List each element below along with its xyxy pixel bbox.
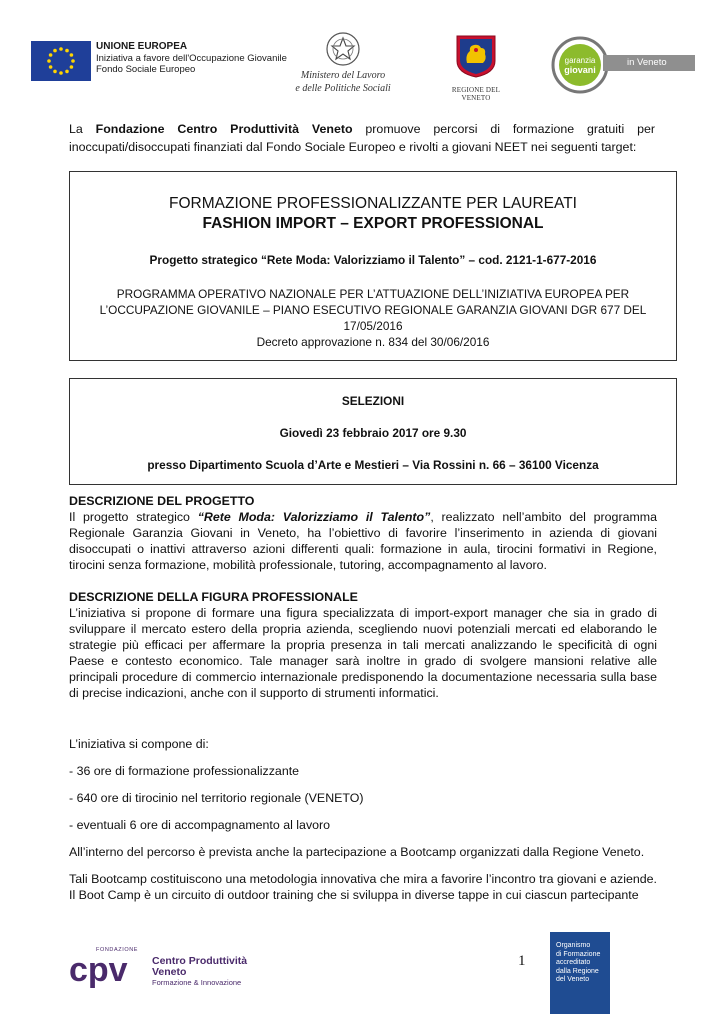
profile-description-text: L’iniziativa si propone di formare una figura specializzata di import-export manager che sia in grado di sviluppare il mercato estero della propria azienda, scegliendo nuovi potenziali mercati ed elaborando le strategie più efficaci per affermare la propria presenza in tali mercati analizzando le specificità di ogni Paese e contesto economico. Tale manager sarà inoltre in grado di svolgere mansioni relative alle principali procedure di commercio internazionale predisponendo la documentazione necessaria sulla base di precise indicazioni, anche con il supporto di strumenti informatici. — [69, 606, 657, 700]
gg-in-veneto-bar: in Veneto — [603, 55, 695, 71]
bootcamp-paragraph-2: Tali Bootcamp costituiscono una metodologia innovativa che mira a favorire l’incontro tra giovani e aziende. Il Boot Camp è un circuito di outdoor training che si sviluppa in diverse tappe in cui ciascun partecipante — [69, 872, 657, 902]
course-title-1: FORMAZIONE PROFESSIONALIZZANTE PER LAUREATI — [169, 195, 577, 212]
cpv-wordmark: cpv — [69, 953, 128, 989]
composition-item-2: - 640 ore di tirocinio nel territorio regionale (VENETO) — [69, 791, 364, 805]
composition-item-1: - 36 ore di formazione professionalizzante — [69, 764, 300, 778]
eu-line2: Iniziativa a favore dell'Occupazione Giovanile — [96, 52, 287, 64]
org-line-5: del Veneto — [556, 976, 590, 984]
org-line-2: di Formazione — [556, 950, 601, 958]
eu-line3: Fondo Sociale Europeo — [96, 64, 196, 75]
project-text-em: “Rete Moda: Valorizziamo il Talento” — [197, 510, 431, 524]
intro-rest: promuove percorsi di formazione gratuiti per inoccupati/disoccupati finanziati dal Fondo Sociale Europeo e rivolti a giovani NEET nei seguenti target: — [69, 122, 655, 154]
intro-org: Fondazione Centro Produttività Veneto — [95, 122, 353, 136]
lion-crest-icon — [454, 33, 498, 79]
project-description-heading: DESCRIZIONE DEL PROGETTO — [69, 494, 255, 508]
ministry-line1: Ministero del Lavoro — [300, 70, 386, 81]
decree-text: Decreto approvazione n. 834 del 30/06/2016 — [256, 335, 490, 349]
cpv-logo — [69, 947, 269, 992]
project-description-section — [69, 493, 657, 573]
selection-place: presso Dipartimento Scuola d’Arte e Mestieri – Via Rossini n. 66 – 36100 Vicenza — [147, 458, 599, 472]
programme-text: PROGRAMMA OPERATIVO NAZIONALE PER L’ATTUAZIONE DELL’INIZIATIVA EUROPEA PER L’OCCUPAZIONE GIOVANILE – PIANO ESECUTIVO REGIONALE GARANZIA GIOVANI DGR 677 DEL 17/05/2016 — [99, 287, 647, 333]
region-name: REGIONE DEL VENETO — [451, 86, 501, 102]
org-text — [556, 942, 600, 985]
eu-title: UNIONE EUROPEA — [96, 41, 188, 52]
page-number: 1 — [518, 953, 526, 969]
regione-veneto-logo — [438, 33, 514, 102]
garanzia-giovani-logo — [551, 36, 609, 94]
bootcamp-paragraph: All’interno del percorso è prevista anche la partecipazione a Bootcamp organizzati dalla Regione Veneto. — [69, 845, 645, 859]
project-text-a: Il progetto strategico — [69, 510, 198, 524]
profile-description-section — [69, 589, 657, 701]
cpv-name — [152, 956, 247, 978]
course-title-box — [69, 171, 677, 361]
eu-caption — [96, 41, 287, 76]
cpv-name-1: Centro Produttività — [152, 955, 248, 967]
cpv-wordmark-icon — [69, 953, 149, 993]
project-description-text — [69, 509, 657, 573]
cpv-foundation-label: FONDAZIONE — [96, 947, 139, 953]
org-line-3: accreditato — [556, 959, 591, 967]
project-code: Progetto strategico “Rete Moda: Valorizziamo il Talento” – cod. 2121-1-677-2016 — [149, 253, 597, 267]
selection-date: Giovedì 23 febbraio 2017 ore 9.30 — [279, 426, 467, 440]
selection-box — [69, 378, 677, 485]
composition-intro: L’iniziativa si compone di: — [69, 737, 209, 751]
composition-item-3: - eventuali 6 ore di accompagnamento al lavoro — [69, 818, 331, 832]
profile-description-heading: DESCRIZIONE DELLA FIGURA PROFESSIONALE — [69, 590, 358, 604]
gg-line2: giovani — [564, 65, 596, 75]
ministry-line2: e delle Politiche Sociali — [295, 83, 391, 94]
org-line-1: Organismo — [556, 942, 591, 949]
eu-flag-logo — [31, 41, 91, 81]
intro-paragraph — [69, 120, 655, 156]
cpv-name-2: Veneto — [152, 966, 187, 978]
accredited-organization-badge — [550, 932, 610, 1014]
gg-line1: garanzia — [564, 56, 596, 65]
org-line-4: dalla Regione — [556, 967, 599, 975]
italy-emblem-icon — [324, 30, 362, 68]
cpv-subtitle: Formazione & Innovazione — [152, 978, 242, 987]
ministry-logo — [288, 30, 398, 94]
course-title-2: FASHION IMPORT – EXPORT PROFESSIONAL — [202, 215, 544, 232]
intro-prefix: La — [69, 122, 96, 136]
project-text-b: , realizzato nell’ambito del programma Regionale Garanzia Giovani in Veneto, ha l’obiettivo di favorire l’inserimento in azienda di giovani disoccupati o inattivi attraverso azioni differenti quali: formazione in aula, tirocini formativi in Regione, tirocini senza formazione, mobilità professionale, tutoring, accompagnamento al lavoro. — [69, 510, 658, 572]
selection-heading: SELEZIONI — [341, 394, 405, 408]
